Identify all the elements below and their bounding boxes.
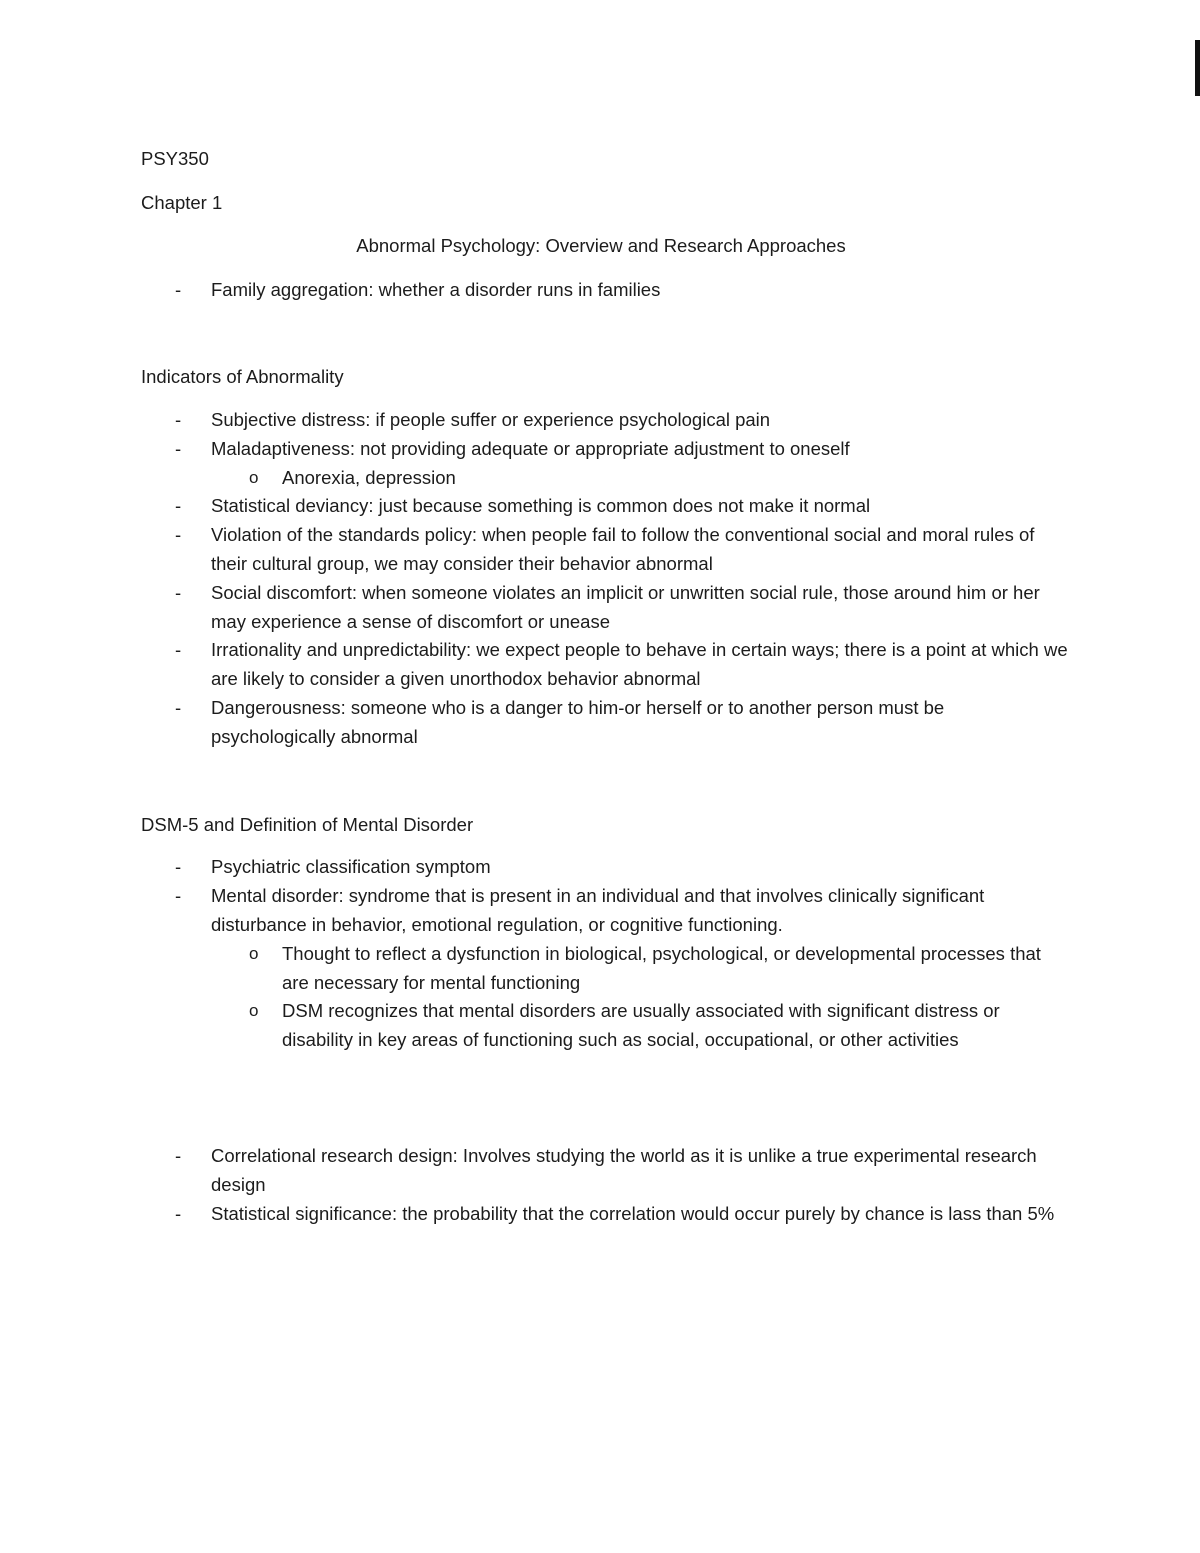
list-item xyxy=(141,521,1071,579)
sub-list-item xyxy=(141,940,1071,998)
list-item-text: Irrationality and unpredictability: we expect people to behave in certain ways; there is a point at which we are likely to consider a given unorthodox behavior abnormal xyxy=(211,639,1068,690)
dash-bullet: - xyxy=(175,524,182,546)
dash-bullet: - xyxy=(175,408,182,430)
section-heading-indicators: Indicators of Abnormality xyxy=(141,366,344,388)
list-item xyxy=(141,492,1071,521)
list-item xyxy=(141,406,1071,435)
list-item-text: Mental disorder: syndrome that is present in an individual and that involves clinically significant disturbance in behavior, emotional regulation, or cognitive functioning. xyxy=(211,885,985,935)
indicators-list xyxy=(141,406,1071,752)
sub-list-item xyxy=(141,997,1071,1055)
document-body xyxy=(141,145,1071,1228)
list-item-text: Statistical deviancy: just because something is common does not make it normal xyxy=(211,495,871,517)
list-item-text: Violation of the standards policy: when people fail to follow the conventional social and moral rules of their cultural group, we may consider their behavior abnormal xyxy=(211,524,1035,574)
circle-bullet: o xyxy=(249,943,259,963)
list-item xyxy=(141,853,1071,882)
sub-list-item-text: DSM recognizes that mental disorders are usually associated with significant distress or disability in key areas of functioning such as social, occupational, or other activities xyxy=(282,1000,1000,1051)
page-title: Abnormal Psychology: Overview and Research Approaches xyxy=(356,234,846,256)
course-code: PSY350 xyxy=(141,148,209,169)
list-item-text: Dangerousness: someone who is a danger to him-or herself or to another person must be psychologically abnormal xyxy=(211,696,945,747)
research-list xyxy=(141,1142,1071,1228)
list-item xyxy=(141,882,1071,1055)
dash-bullet: - xyxy=(175,1144,182,1166)
circle-bullet: o xyxy=(249,1001,259,1021)
list-item-text: Maladaptiveness: not providing adequate or appropriate adjustment to oneself xyxy=(211,437,850,459)
dash-bullet: - xyxy=(175,639,182,661)
page-edge-mark xyxy=(1195,40,1200,96)
list-item-text: Subjective distress: if people suffer or experience psychological pain xyxy=(211,408,771,430)
sub-list-item-text: Thought to reflect a dysfunction in biological, psychological, or developmental processes that are necessary for mental functioning xyxy=(282,942,1041,993)
list-item-text: Family aggregation: whether a disorder runs in families xyxy=(211,279,661,301)
list-item-text: Correlational research design: Involves studying the world as it is unlike a true experimental research design xyxy=(211,1144,1037,1195)
dash-bullet: - xyxy=(175,279,182,301)
dash-bullet: - xyxy=(175,495,182,517)
circle-bullet: o xyxy=(249,467,259,487)
list-item xyxy=(141,636,1071,694)
list-item xyxy=(141,579,1071,637)
sub-list-item xyxy=(141,464,1071,493)
sub-list xyxy=(211,940,1071,1055)
chapter-label: Chapter 1 xyxy=(141,191,223,213)
list-item xyxy=(141,1200,1071,1229)
intro-list xyxy=(141,276,1071,305)
list-item xyxy=(141,276,1071,305)
list-item-text: Social discomfort: when someone violates an implicit or unwritten social rule, those around him or her may experience a sense of discomfort or unease xyxy=(211,581,1040,632)
dash-bullet: - xyxy=(175,885,182,907)
sub-list xyxy=(211,464,1071,493)
dash-bullet: - xyxy=(175,437,182,459)
list-item xyxy=(141,435,1071,493)
sub-list-item-text: Anorexia, depression xyxy=(282,466,456,488)
list-item xyxy=(141,694,1071,752)
list-item xyxy=(141,1142,1071,1200)
dash-bullet: - xyxy=(175,856,182,878)
dash-bullet: - xyxy=(175,696,182,718)
list-item-text: Psychiatric classification symptom xyxy=(211,856,491,878)
dash-bullet: - xyxy=(175,1202,182,1224)
list-item-text: Statistical significance: the probability that the correlation would occur purely by chance is lass than 5% xyxy=(211,1202,1055,1224)
section-heading-dsm5: DSM-5 and Definition of Mental Disorder xyxy=(141,813,474,835)
dash-bullet: - xyxy=(175,581,182,603)
dsm5-list xyxy=(141,853,1071,1055)
